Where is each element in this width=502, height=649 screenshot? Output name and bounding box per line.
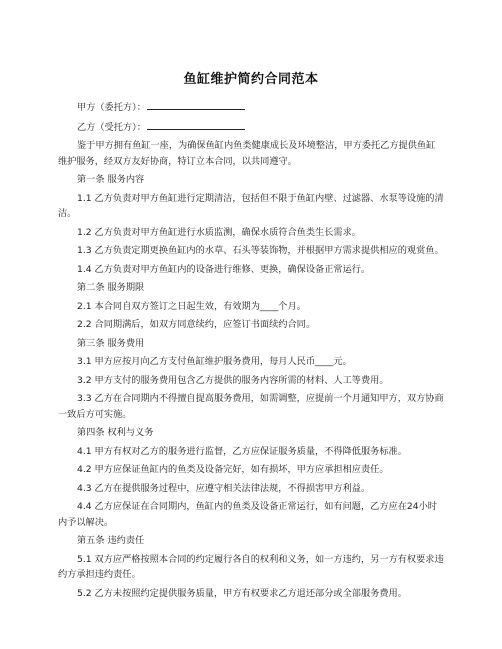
clause-4-1: 4.1 甲方有权对乙方的服务进行监督，乙方应保证服务质量，不得降低服务标准。 xyxy=(77,445,407,457)
document-title: 鱼缸维护简约合同范本 xyxy=(183,72,319,87)
section-heading-3: 第三条 服务费用 xyxy=(77,337,145,349)
clause-3-1: 3.1 甲方应按月向乙方支付鱼缸维护服务费用，每月人民币____元。 xyxy=(77,356,352,367)
clause-4-3: 4.3 乙方在提供服务过程中，应遵守相关法律法规，不得损害甲方利益。 xyxy=(77,482,371,494)
clause-2-2: 2.2 合同期满后，如双方同意续约，应签订书面续约合同。 xyxy=(77,319,316,330)
party-a-blank xyxy=(147,99,245,110)
clause-3-3: 3.3 乙方在合同期内不得擅自提高服务费用，如需调整，应提前一个月通知甲方，双方协商一致后方可实施。 xyxy=(58,393,444,420)
clause-2-1: 2.1 本合同自双方签订之日起生效，有效期为____个月。 xyxy=(77,300,306,312)
party-a-line xyxy=(58,99,444,116)
clause-1-3: 1.3 乙方负责定期更换鱼缸内的水草、石头等装饰物，并根据甲方需求提供相应的观赏鱼。 xyxy=(77,245,444,256)
clause-5-1: 5.1 双方应严格按照本合同的约定履行各自的权利和义务，如一方违约，另一方有权要求违约方承担违约责任。 xyxy=(58,553,444,580)
clause-4-4: 4.4 乙方应保证在合同期内，鱼缸内的鱼类及设备正常运行，如有问题，乙方应在24小时内予以解决。 xyxy=(58,501,437,528)
clause-1-2: 1.2 乙方负责对甲方鱼缸进行水质监测，确保水质符合鱼类生长需求。 xyxy=(77,226,361,238)
section-heading-5: 第五条 违约责任 xyxy=(77,535,145,546)
section-heading-2: 第二条 服务期限 xyxy=(77,282,145,293)
clause-3-2: 3.2 甲方支付的服务费用包含乙方提供的服务内容所需的材料、人工等费用。 xyxy=(77,374,389,386)
section-heading-4: 第四条 权利与义务 xyxy=(77,427,154,438)
party-b-line xyxy=(58,119,444,136)
clause-5-2: 5.2 乙方未按照约定提供服务质量，甲方有权要求乙方退还部分或全部服务费用。 xyxy=(77,587,407,599)
clause-1-1: 1.1 乙方负责对甲方鱼缸进行定期清洁，包括但不限于鱼缸内壁、过滤器、水泵等设施的清洁。 xyxy=(58,192,444,219)
clause-4-2: 4.2 甲方应保证鱼缸内的鱼类及设备完好，如有损坏，甲方应承担相应责任。 xyxy=(77,464,389,475)
party-a-label: 甲方（委托方）： xyxy=(77,102,146,113)
party-b-blank xyxy=(147,119,245,130)
clause-1-4: 1.4 乙方负责对甲方鱼缸内的设备进行维修、更换，确保设备正常运行。 xyxy=(77,263,371,275)
intro-paragraph: 鉴于甲方拥有鱼缸一座，为确保鱼缸内鱼类健康成长及环境整洁，甲方委托乙方提供鱼缸维护服务，经双方友好协商，特订立本合同，以共同遵守。 xyxy=(58,140,436,167)
section-heading-1: 第一条 服务内容 xyxy=(77,174,145,185)
party-b-label: 乙方（受托方）： xyxy=(77,121,146,133)
